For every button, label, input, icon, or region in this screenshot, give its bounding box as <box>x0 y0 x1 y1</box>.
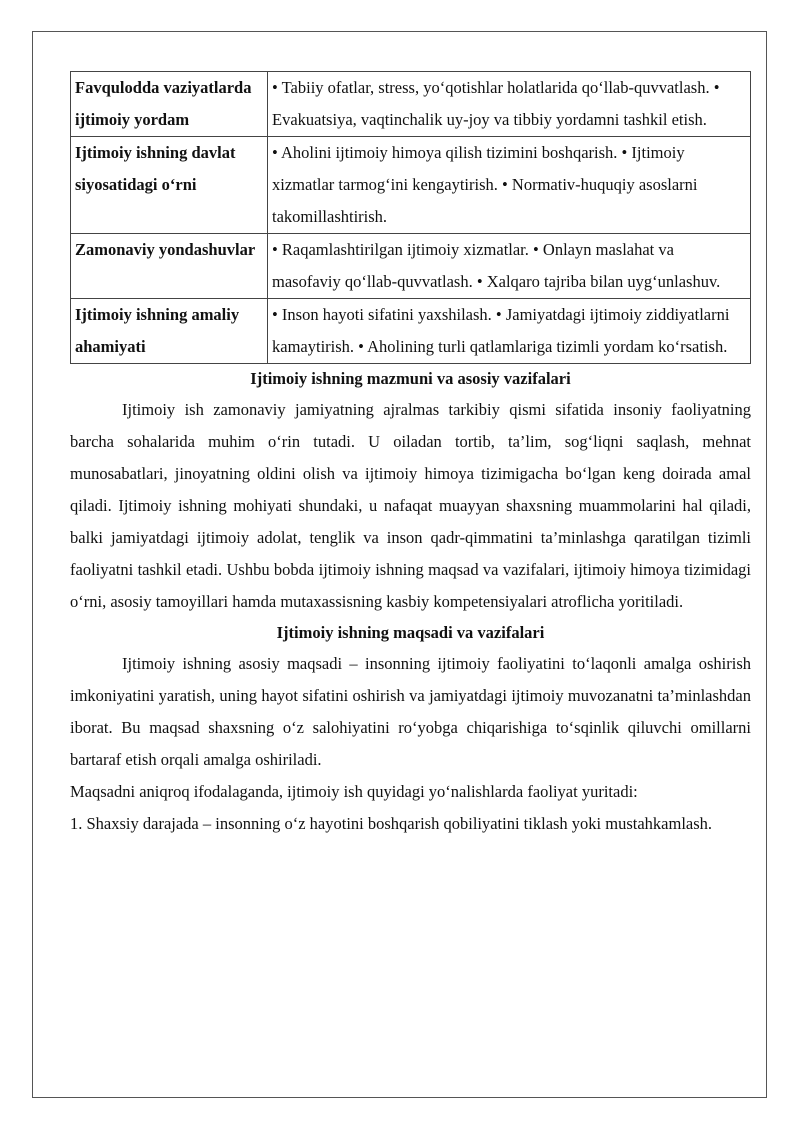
table-row <box>71 299 751 364</box>
intro-line: Maqsadni aniqroq ifodalaganda, ijtimoiy ish quyidagi yo‘nalishlarda faoliyat yuritadi: <box>70 782 638 801</box>
document-body <box>70 71 751 840</box>
table-term-cell: Ijtimoiy ishning davlat siyosatidagi o‘rni <box>71 137 268 234</box>
body-paragraph: Ijtimoiy ishning asosiy maqsadi – insonning ijtimoiy faoliyatini to‘laqonli amalga oshirish imkoniyatini yaratish, uning hayot sifatini oshirish va jamiyatdagi ijtimoiy muvozanatni ta’minlashdan iborat. Bu maqsad shaxsning o‘z salohiyatini ro‘yobga chiqarishiga to‘sqinlik qiluvchi omillarni bartaraf etish orqali amalga oshiriladi. <box>70 654 751 769</box>
list-item: 1. Shaxsiy darajada – insonning o‘z hayotini boshqarish qobiliyatini tiklash yoki mustahkamlash. <box>70 814 713 833</box>
table-term-cell: Zamonaviy yondashuvlar <box>71 234 268 299</box>
table-row <box>71 72 751 137</box>
table-desc-cell: • Inson hayoti sifatini yaxshilash. • Jamiyatdagi ijtimoiy ziddiyatlarni kamaytirish. • Aholining turli qatlamlariga tizimli yordam ko‘rsatish. <box>268 299 751 364</box>
section-heading: Ijtimoiy ishning maqsadi va vazifalari <box>276 623 545 642</box>
table-row <box>71 137 751 234</box>
table-desc-cell: • Raqamlashtirilgan ijtimoiy xizmatlar. • Onlayn maslahat va masofaviy qo‘llab-quvvatlash. • Xalqaro tajriba bilan uyg‘unlashuv. <box>268 234 751 299</box>
table-row <box>71 234 751 299</box>
table-desc-cell: • Tabiiy ofatlar, stress, yo‘qotishlar holatlarida qo‘llab-quvvatlash. • Evakuatsiya, vaqtinchalik uy-joy va tibbiy yordamni tashkil etish. <box>268 72 751 137</box>
table-term-cell: Ijtimoiy ishning amaliy ahamiyati <box>71 299 268 364</box>
section-heading: Ijtimoiy ishning mazmuni va asosiy vazifalari <box>250 369 571 388</box>
table-term-cell: Favqulodda vaziyatlarda ijtimoiy yordam <box>71 72 268 137</box>
table-desc-cell: • Aholini ijtimoiy himoya qilish tizimini boshqarish. • Ijtimoiy xizmatlar tarmog‘ini kengaytirish. • Normativ-huquqiy asoslarni takomillashtirish. <box>268 137 751 234</box>
info-table <box>70 71 751 364</box>
body-paragraph: Ijtimoiy ish zamonaviy jamiyatning ajralmas tarkibiy qismi sifatida insoniy faoliyatning barcha sohalarida muhim o‘rin tutadi. U oiladan tortib, ta’lim, sog‘liqni saqlash, mehnat munosabatlari, jinoyatning oldini olish va ijtimoiy himoya tizimigacha bo‘lgan keng doirada amal qiladi. Ijtimoiy ishning mohiyati shundaki, u nafaqat muayyan shaxsning muammolarini hal qiladi, balki jamiyatdagi ijtimoiy adolat, tenglik va inson qadr-qimmatini ta’minlashga qaratilgan tizimli faoliyatni tashkil etadi. Ushbu bobda ijtimoiy ishning maqsad va vazifalari, ijtimoiy himoya tizimidagi o‘rni, asosiy tamoyillari hamda mutaxassisning kasbiy kompetensiyalari atroflicha yoritiladi. <box>70 400 751 611</box>
